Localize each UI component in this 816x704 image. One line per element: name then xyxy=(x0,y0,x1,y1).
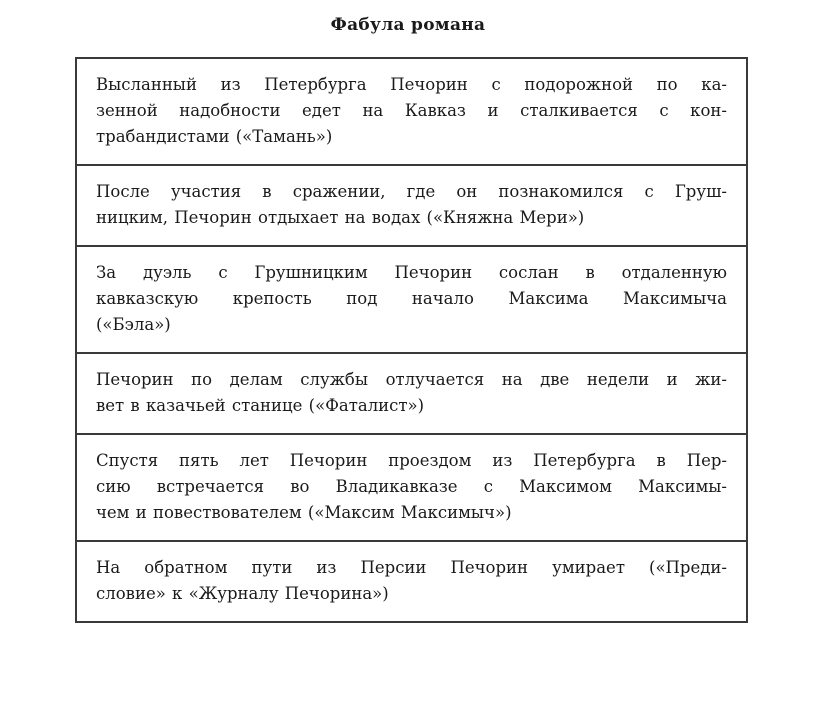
row-line: чем и повествователем («Максим Максимыч») xyxy=(96,503,512,522)
row-line: вет в казачьей станице («Фаталист») xyxy=(96,396,425,415)
row-line: После участия в сражении, где он познакомился с Груш- xyxy=(96,182,727,201)
row-line: Высланный из Петербурга Печорин с подорожной по ка- xyxy=(96,75,727,94)
row-text xyxy=(96,448,727,526)
row-text xyxy=(96,72,727,150)
table-row xyxy=(77,164,746,245)
table-row xyxy=(77,245,746,352)
row-line: («Бэла») xyxy=(96,315,171,334)
row-line: ницким, Печорин отдыхает на водах («Княжна Мери») xyxy=(96,208,585,227)
row-line: сию встречается во Владикавказе с Максимом Максимы- xyxy=(96,477,727,496)
row-text xyxy=(96,367,727,419)
row-line: трабандистами («Тамань») xyxy=(96,127,333,146)
row-line: словие» к «Журналу Печорина») xyxy=(96,584,389,603)
row-text xyxy=(96,260,727,338)
table-row xyxy=(77,433,746,540)
table-row xyxy=(77,352,746,433)
row-line: кавказскую крепость под начало Максима Максимыча xyxy=(96,289,727,308)
row-text xyxy=(96,179,727,231)
table-row xyxy=(77,59,746,164)
row-line: Печорин по делам службы отлучается на две недели и жи- xyxy=(96,370,727,389)
table-row xyxy=(77,540,746,621)
plot-table xyxy=(75,57,748,623)
row-line: На обратном пути из Персии Печорин умирает («Преди- xyxy=(96,558,727,577)
page-title: Фабула романа xyxy=(330,15,486,35)
row-line: За дуэль с Грушницким Печорин сослан в отдаленную xyxy=(96,263,727,282)
row-line: Спустя пять лет Печорин проездом из Петербурга в Пер- xyxy=(96,451,727,470)
row-text xyxy=(96,555,727,607)
row-line: зенной надобности едет на Кавказ и сталкивается с кон- xyxy=(96,101,727,120)
